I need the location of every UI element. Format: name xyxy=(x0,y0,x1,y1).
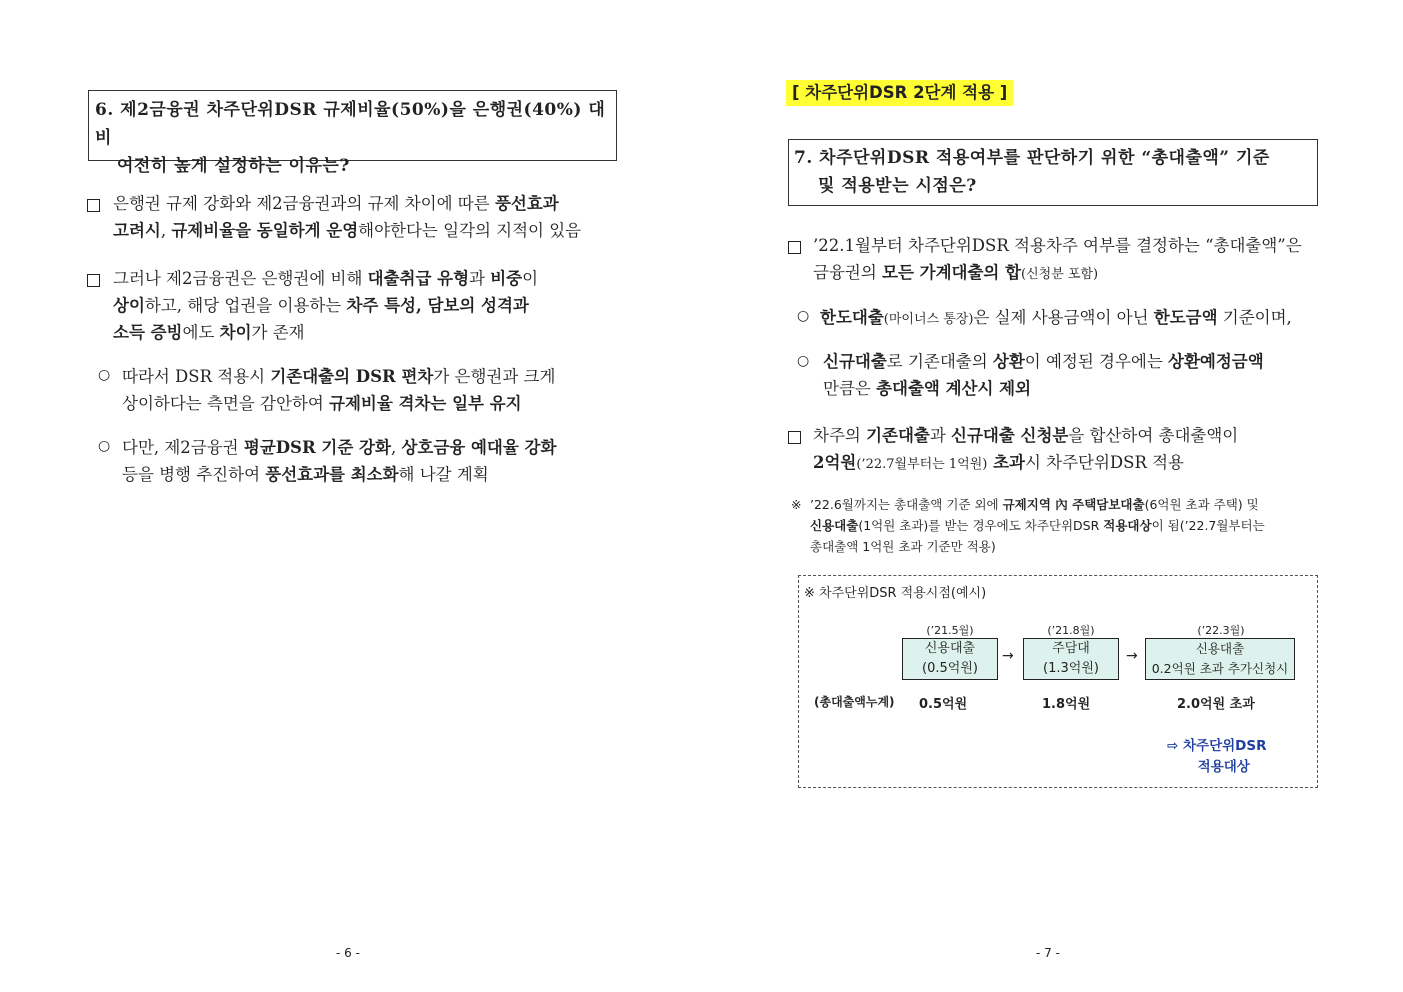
text: , xyxy=(160,221,172,240)
text: 가 은행권과 크게 xyxy=(433,367,556,386)
note-text xyxy=(810,494,1325,557)
question-box-6 xyxy=(88,90,617,176)
step-label: 신용대출 xyxy=(924,641,976,656)
text-bold: 모든 가계대출의 합 xyxy=(882,263,1022,282)
section-banner: [ 차주단위DSR 2단계 적용 ] xyxy=(786,80,1013,106)
text-bold: 상호금융 예대율 강화 xyxy=(401,438,557,457)
question-6-line1: 6. 제2금융권 차주단위DSR 규제비율(50%)을 은행권(40%) 대비 xyxy=(95,100,606,148)
text: 금융권의 xyxy=(813,263,883,282)
step-3-total: 2.0억원 초과 xyxy=(1177,697,1255,712)
text-bold: 신규대출 xyxy=(823,352,887,371)
text: 상이하다는 측면을 감안하여 xyxy=(122,394,330,413)
circle-bullet: ○ xyxy=(98,438,111,454)
text-bold: 풍선효과를 최소화 xyxy=(265,465,399,484)
text: 과 xyxy=(469,269,491,288)
text-bold: 평균DSR 기준 강화 xyxy=(243,438,391,457)
text: 기준이며, xyxy=(1217,308,1292,327)
checkbox-bullet xyxy=(87,274,100,287)
step-1-total: 0.5억원 xyxy=(919,697,968,712)
text-small: (신청분 포함) xyxy=(1021,267,1099,282)
example-box xyxy=(798,575,1318,788)
right-page xyxy=(703,0,1403,992)
text: 차주단위DSR xyxy=(1183,738,1267,754)
paragraph-3 xyxy=(122,363,622,417)
arrow-icon: → xyxy=(1002,648,1014,664)
question-6-line2: 여전히 높게 설정하는 이유는? xyxy=(117,156,350,176)
page-number: - 6 - xyxy=(336,946,360,960)
text: 은 실제 사용금액이 아닌 xyxy=(973,308,1154,327)
text: 에도 xyxy=(182,323,220,342)
text-bold: 적용대상 xyxy=(1103,518,1152,533)
text: 등을 병행 추진하여 xyxy=(122,465,266,484)
checkbox-bullet xyxy=(788,241,801,254)
text-bold: 고려시 xyxy=(113,221,161,240)
step-label: 신용대출 xyxy=(1195,641,1245,656)
text-bold: 규제지역 內 주택담보대출 xyxy=(1002,497,1145,512)
text: 따라서 DSR 적용시 xyxy=(122,367,271,386)
text: 다만, 제2금융권 xyxy=(122,438,244,457)
text-bold: 신규대출 신청분 xyxy=(951,426,1069,445)
text-bold: 규제비율을 동일하게 운영 xyxy=(171,221,359,240)
total-label: (총대출액누계) xyxy=(814,695,895,709)
question-box-7 xyxy=(788,139,1318,206)
text-small: (’22.7월부터는 1억원) xyxy=(856,457,988,472)
text: (6억원 초과 주택) 및 xyxy=(1144,497,1259,512)
text-bold: 총대출액 계산시 제외 xyxy=(876,379,1032,398)
step-amount: 0.2억원 초과 추가신청시 xyxy=(1151,661,1289,676)
text-bold: 한도금액 xyxy=(1153,308,1218,327)
step-2-date: (’21.8월) xyxy=(1047,624,1095,637)
text: 적용대상 xyxy=(1197,759,1250,775)
text-bold: 비중 xyxy=(490,269,523,288)
text: , xyxy=(390,438,402,457)
paragraph-4 xyxy=(122,434,622,488)
circle-bullet: ○ xyxy=(797,308,810,324)
text: 해야한다는 일각의 지적이 있음 xyxy=(358,221,582,240)
text-bold: 신용대출 xyxy=(810,518,859,533)
text: 이 예정된 경우에는 xyxy=(1024,352,1169,371)
text: 은행권 규제 강화와 제2금융권과의 규제 차이에 따른 xyxy=(113,194,495,213)
text: 총대출액 1억원 초과 기준만 적용) xyxy=(810,539,996,554)
text-bold: 상환예정금액 xyxy=(1168,352,1264,371)
step-amount: (0.5억원) xyxy=(922,661,978,676)
text-bold: 대출취급 유형 xyxy=(367,269,470,288)
step-label: 주담대 xyxy=(1052,641,1090,656)
paragraph-1 xyxy=(113,190,623,244)
text: 이 됨(’22.7월부터는 xyxy=(1151,518,1265,533)
text-bold: 상이 xyxy=(113,296,145,315)
text-bold: 풍선효과 xyxy=(494,194,559,213)
text-bold: 규제비율 격차는 일부 유지 xyxy=(329,394,522,413)
text-bold: 차이 xyxy=(219,323,252,342)
text: 시 차주단위DSR 적용 xyxy=(1024,453,1184,472)
paragraph-4 xyxy=(813,422,1323,478)
result-label xyxy=(1167,736,1267,778)
paragraph-2 xyxy=(820,304,1330,333)
example-title: ※ 차주단위DSR 적용시점(예시) xyxy=(804,586,987,601)
text-bold: 차주 특성, 담보의 성격과 xyxy=(346,296,529,315)
text: 차주의 xyxy=(813,426,867,445)
text-bold: 2억원 xyxy=(813,453,857,472)
step-1-date: (’21.5월) xyxy=(926,624,974,637)
text: 그러나 제2금융권은 은행권에 비해 xyxy=(113,269,368,288)
text-bold: 기존대출 xyxy=(866,426,930,445)
text-small: (마이너스 통장) xyxy=(883,312,974,327)
text-bold: 기존대출의 DSR 편차 xyxy=(270,367,434,386)
text: 을 합산하여 총대출액이 xyxy=(1068,426,1239,445)
text: 과 xyxy=(929,426,952,445)
text-bold: 상환 xyxy=(992,352,1025,371)
step-3-box xyxy=(1145,638,1295,680)
arrow-icon: → xyxy=(1126,648,1138,664)
step-3-date: (’22.3월) xyxy=(1197,624,1245,637)
step-1-box xyxy=(902,638,998,680)
text: ’22.1월부터 차주단위DSR 적용차주 여부를 결정하는 “총대출액”은 xyxy=(813,236,1302,255)
circle-bullet: ○ xyxy=(98,367,111,383)
step-2-total: 1.8억원 xyxy=(1042,697,1091,712)
question-7-line2: 및 적용받는 시점은? xyxy=(818,176,977,196)
checkbox-bullet xyxy=(87,199,100,212)
text: 하고, 해당 업권을 이용하는 xyxy=(144,296,347,315)
text: ’22.6월까지는 총대출액 기준 외에 xyxy=(810,497,1003,512)
note-mark: ※ xyxy=(791,497,802,512)
paragraph-3 xyxy=(823,348,1323,402)
text: 가 존재 xyxy=(251,323,305,342)
double-arrow-icon: ⇨ xyxy=(1167,738,1179,754)
text: 이 xyxy=(522,269,539,288)
circle-bullet: ○ xyxy=(797,353,810,369)
text: 로 기존대출의 xyxy=(886,352,993,371)
question-7-line1: 7. 차주단위DSR 적용여부를 판단하기 위한 “총대출액” 기준 xyxy=(794,148,1270,168)
text: (1억원 초과)를 받는 경우에도 차주단위DSR xyxy=(858,518,1104,533)
checkbox-bullet xyxy=(788,431,801,444)
text-bold: 초과 xyxy=(987,453,1025,472)
page-number: - 7 - xyxy=(1036,946,1060,960)
paragraph-2 xyxy=(113,265,623,346)
text: 해 나갈 계획 xyxy=(398,465,489,484)
text-bold: 한도대출 xyxy=(820,308,884,327)
paragraph-1 xyxy=(813,232,1323,288)
text-bold: 소득 증빙 xyxy=(113,323,183,342)
step-2-box xyxy=(1023,638,1119,680)
step-amount: (1.3억원) xyxy=(1043,661,1099,676)
text: 만큼은 xyxy=(823,379,877,398)
left-page xyxy=(0,0,700,992)
